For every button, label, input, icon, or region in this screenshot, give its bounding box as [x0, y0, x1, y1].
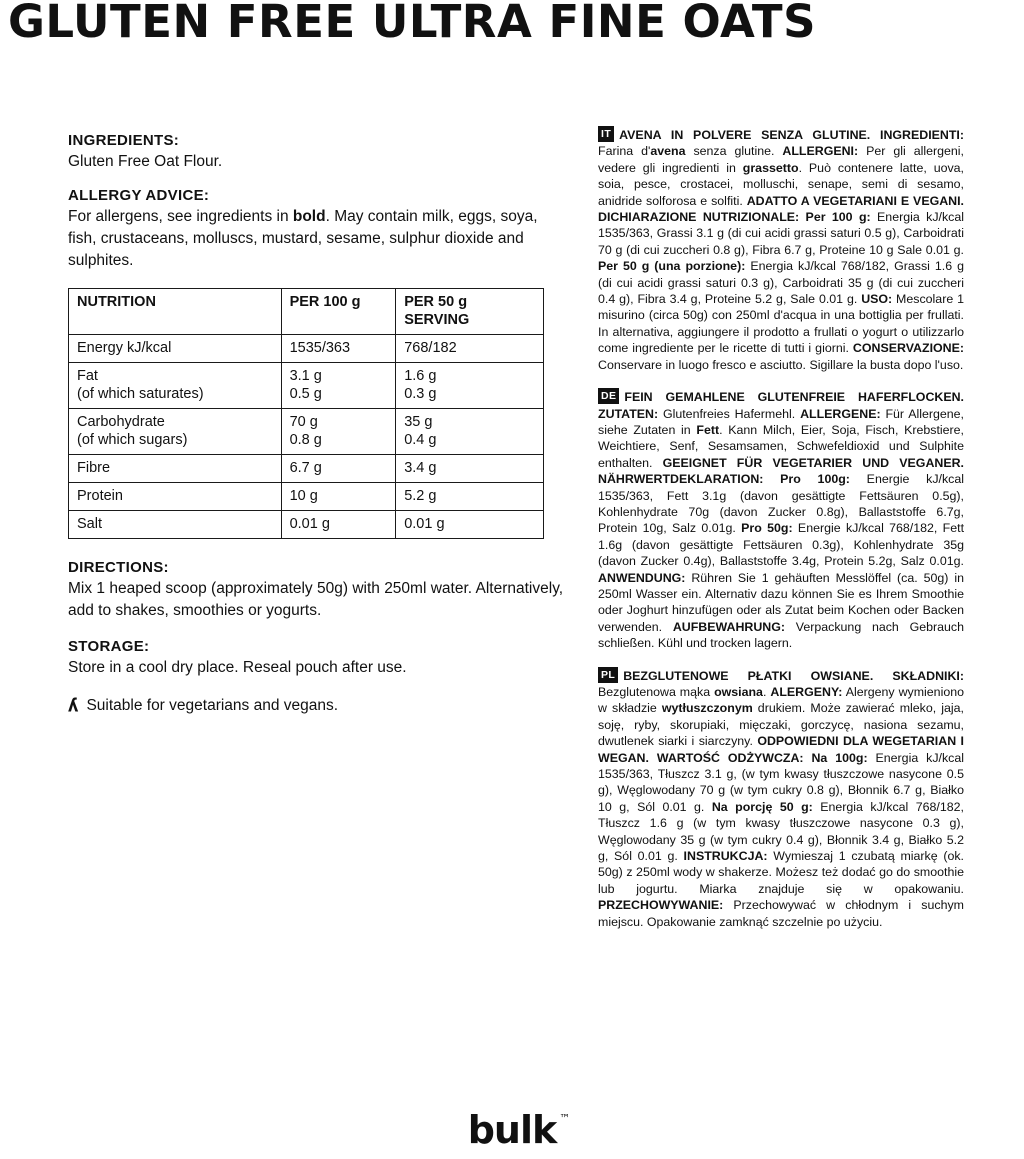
directions-label: DIRECTIONS:	[68, 559, 169, 576]
allergy-text-part-2: . May contain milk, eggs, soya, fish, crustaceans, molluscs, mustard, sesame, sulphur dioxide and sulphites.	[68, 208, 538, 269]
emphasis-text: ANWENDUNG:	[598, 570, 686, 585]
language-block-de	[598, 388, 964, 652]
emphasis-text: USO:	[861, 292, 893, 307]
body-text: Energie kJ/kcal 768/182, Fett 1.6g (davon gesättigte Fettsäuren 0.3g), Kohlenhydrate 35g (davon Zucker 0.4g), Ballaststoffe 3.4g, Protein 5.2g, Salz 0.01g.	[598, 521, 965, 569]
row-per100-main: 10 g	[289, 488, 318, 504]
emphasis-text: Pro 50g:	[741, 521, 793, 536]
row-per50	[396, 483, 544, 511]
row-per50-sub: 0.3 g	[404, 386, 437, 402]
table-row	[69, 511, 544, 539]
body-text: .	[762, 685, 771, 699]
allergy-text-bold: bold	[292, 208, 326, 225]
row-per100	[281, 511, 396, 539]
directions-text: Mix 1 heaped scoop (approximately 50g) with 250ml water. Alternatively, add to shakes, smoothies or yogurts.	[68, 580, 564, 619]
table-row	[69, 363, 544, 409]
body-text: Energia kJ/kcal 1535/363, Grassi 3.1 g (di cui acidi grassi saturi 0.5 g), Carboidrati 70 g (di cui zuccheri 0.8 g), Fibra 6.7 g, Proteine 10 g Sale 0.01 g.	[598, 210, 964, 257]
row-label-main: Fibre	[77, 460, 111, 476]
brand-logo-text: bulk	[467, 1108, 557, 1152]
row-per100	[281, 363, 396, 409]
body-text: Bezglutenowa mąka	[598, 685, 715, 699]
body-text: Glutenfreies Hafermehl.	[658, 406, 801, 421]
language-block-it	[598, 126, 964, 373]
language-body-pl	[598, 685, 964, 929]
emphasis-text: PRZECHOWYWANIE:	[598, 898, 724, 913]
emphasis-text: ALERGENY:	[770, 685, 843, 699]
row-per100-main: 70 g	[289, 414, 318, 430]
language-body-de	[598, 407, 964, 651]
emphasis-text: DICHIARAZIONE NUTRIZIONALE: Per 100 g:	[598, 210, 871, 225]
emphasis-text: Na porcję 50 g:	[711, 799, 813, 814]
language-code-badge-de: DE	[598, 388, 619, 404]
emphasis-text: avena	[650, 144, 686, 159]
vegetarian-symbol-icon: ʎ	[68, 694, 79, 717]
row-label-main: Fat	[77, 368, 98, 384]
row-per50	[396, 335, 544, 363]
row-per50-main: 1.6 g	[404, 368, 437, 384]
emphasis-text: ALLERGENI:	[782, 144, 859, 159]
body-text: Energie kJ/kcal 1535/363, Fett 3.1g (davon gesättigte Fettsäuren 0.5g), Kohlenhydrate 70g (davon Zucker 0.8g), Ballaststoffe 6.7g, Protein 10g, Salz 0.01g.	[598, 472, 964, 536]
brand-logo	[467, 1108, 571, 1152]
table-row	[69, 409, 544, 455]
language-code-badge-pl: PL	[598, 667, 618, 683]
row-per50	[396, 455, 544, 483]
header-per-serving: PER 50 g SERVING	[396, 289, 544, 335]
row-per100-sub: 0.5 g	[289, 386, 322, 402]
english-panel	[68, 132, 568, 717]
ingredients-text: Gluten Free Oat Flour.	[68, 153, 223, 170]
emphasis-text: Fett	[696, 422, 720, 437]
emphasis-text: AUFBEWAHRUNG:	[672, 619, 786, 634]
vegetarian-vegan-text: Suitable for vegetarians and vegans.	[86, 697, 339, 714]
nutrition-table	[68, 288, 544, 539]
row-per100-main: 3.1 g	[289, 368, 322, 384]
row-per100	[281, 409, 396, 455]
language-body-it	[598, 144, 964, 371]
body-text: . Kann Milch, Eier, Soja, Fisch, Krebstiere, Weichtiere, Senf, Sesamsamen, Schwefeldioxid und Sulphite enthalten.	[598, 422, 964, 470]
body-text: Przechowywać w chłodnym i suchym miejscu. Opakowanie zamknąć szczelnie po użyciu.	[598, 898, 964, 929]
row-label	[69, 335, 282, 363]
row-per50	[396, 363, 544, 409]
row-per100-main: 1535/363	[289, 340, 351, 356]
emphasis-text: ALLERGENE:	[800, 406, 881, 421]
emphasis-text: INSTRUKCJA:	[683, 849, 768, 864]
body-text: Conservare in luogo fresco e asciutto. Sigillare la busta dopo l'uso.	[598, 357, 964, 372]
table-header-row	[69, 289, 544, 335]
emphasis-text: ODPOWIEDNI DLA WEGETARIAN I WEGAN. WARTOŚĆ ODŻYWCZA: Na 100g:	[598, 734, 965, 765]
row-per50-main: 5.2 g	[404, 488, 437, 504]
row-label-sub: (of which saturates)	[77, 386, 204, 402]
body-text: Energia kJ/kcal 1535/363, Tłuszcz 3.1 g, (w tym kwasy tłuszczowe nasycone 0.5 g), Węglowodany 70 g (w tym cukry 0.8 g), Błonnik 6.7 g, Białko 10 g, Sól 0.01 g.	[598, 750, 964, 814]
table-row	[69, 483, 544, 511]
ingredients-label: INGREDIENTS:	[68, 132, 180, 149]
row-per50	[396, 409, 544, 455]
emphasis-text: Per 50 g (una porzione):	[598, 259, 746, 274]
language-block-pl	[598, 667, 964, 931]
row-label	[69, 483, 282, 511]
language-code-badge-it: IT	[598, 126, 614, 142]
row-label-main: Energy kJ/kcal	[77, 340, 172, 356]
table-row	[69, 455, 544, 483]
vegetarian-vegan-note	[68, 695, 568, 717]
row-label	[69, 511, 282, 539]
header-nutrition: NUTRITION	[69, 289, 282, 335]
row-label	[69, 409, 282, 455]
body-text: Mescolare 1 misurino (circa 50g) con 250ml d'acqua in una bottiglia per frullati. In alternativa, aggiungere il prodotto a frullati o yogurt o utilizzarlo come ingrediente per le ricette di tutti i giorni.	[598, 292, 964, 356]
footer	[0, 1108, 1024, 1152]
row-per50-main: 35 g	[404, 414, 433, 430]
allergy-advice-text	[68, 206, 568, 272]
nutrition-table-body	[69, 335, 544, 539]
body-text: . Può contenere latte, uova, soia, pesce, crostacei, molluschi, senape, semi di sesamo, anidride solforosa e solfiti.	[598, 160, 965, 208]
row-per50	[396, 511, 544, 539]
body-text: Per gli allergeni, vedere gli ingredienti in	[598, 144, 964, 175]
row-label-sub: (of which sugars)	[77, 432, 188, 448]
page-title: GLUTEN FREE ULTRA FINE OATS	[8, 0, 816, 48]
body-text: Für Allergene, siehe Zutaten in	[598, 406, 964, 437]
row-per100	[281, 335, 396, 363]
table-row	[69, 335, 544, 363]
emphasis-text: owsiana	[714, 685, 763, 699]
row-label-main: Salt	[77, 516, 102, 532]
body-text: senza glutine.	[685, 144, 783, 159]
header-per-100g: PER 100 g	[281, 289, 396, 335]
body-text: Rühren Sie 1 gehäuften Messlöffel (ca. 50g) in 250ml Wasser ein. Alternativ dazu können Sie es Ihrem Smoothie oder Joghurt hinzufügen oder als Zutat beim Kochen oder Backen verwenden.	[598, 570, 964, 634]
storage-label: STORAGE:	[68, 638, 150, 655]
body-text: Wymieszaj 1 czubatą miarkę (ok. 50g) z 250ml wody w shakerze. Możesz też dodać go do smoothie lub jogurtu. Miarka znajduje się w opakowaniu.	[598, 849, 964, 896]
language-heading-de: FEIN GEMAHLENE GLUTENFREIE HAFERFLOCKEN. ZUTATEN:	[598, 390, 964, 421]
emphasis-text: GEEIGNET FÜR VEGETARIER UND VEGANER. NÄHRWERTDEKLARATION: Pro 100g:	[598, 455, 964, 487]
body-text: Energia kJ/kcal 768/182, Tłuszcz 1.6 g (w tym kwasy tłuszczowe nasycone 0.3 g), Węglowodany 35 g (w tym cukry 0.4 g), Błonnik 3.4 g, Białko 5.2 g, Sól 0.01 g.	[598, 799, 964, 864]
allergy-advice-label: ALLERGY ADVICE:	[68, 187, 210, 204]
row-per100-main: 0.01 g	[289, 516, 330, 532]
row-label	[69, 363, 282, 409]
emphasis-text: CONSERVAZIONE:	[852, 341, 964, 356]
row-per100	[281, 455, 396, 483]
row-per50-main: 0.01 g	[404, 516, 445, 532]
row-label	[69, 455, 282, 483]
row-per50-main: 768/182	[404, 340, 457, 356]
language-heading-pl: BEZGLUTENOWE PŁATKI OWSIANE. SKŁADNIKI:	[623, 668, 964, 683]
body-text: Farina d'	[598, 144, 651, 159]
row-per50-main: 3.4 g	[404, 460, 437, 476]
body-text: drukiem. Może zawierać mleko, jaja, soję, ryby, skorupiaki, mięczaki, gorczycę, nasiona sezamu, dwutlenek siarki i siarczyny.	[598, 701, 964, 749]
row-per100-main: 6.7 g	[289, 460, 322, 476]
row-label-main: Protein	[77, 488, 123, 504]
trademark-symbol: ™	[559, 1112, 571, 1125]
row-per50-sub: 0.4 g	[404, 432, 437, 448]
translations-panel	[598, 126, 964, 930]
row-per100	[281, 483, 396, 511]
allergy-text-part-1: For allergens, see ingredients in	[68, 208, 293, 225]
emphasis-text: ADATTO A VEGETARIANI E VEGANI.	[746, 193, 965, 208]
language-heading-it: AVENA IN POLVERE SENZA GLUTINE. INGREDIENTI:	[619, 128, 964, 142]
body-text: Energia kJ/kcal 768/182, Grassi 1.6 g (di cui acidi grassi saturi 0.3 g), Carboidrati 35 g (di cui zuccheri 0.4 g), Fibra 3.4 g, Proteine 5.2 g, Sale 0.01 g.	[598, 259, 964, 307]
body-text: Verpackung nach Gebrauch schließen. Kühl und trocken lagern.	[598, 619, 964, 651]
storage-text: Store in a cool dry place. Reseal pouch after use.	[68, 659, 407, 676]
body-text: Alergeny wymieniono w składzie	[598, 685, 964, 716]
emphasis-text: grassetto	[742, 160, 799, 175]
nutrition-table-head	[69, 289, 544, 335]
row-per100-sub: 0.8 g	[289, 432, 322, 448]
emphasis-text: wytłuszczonym	[661, 701, 753, 716]
row-label-main: Carbohydrate	[77, 414, 165, 430]
